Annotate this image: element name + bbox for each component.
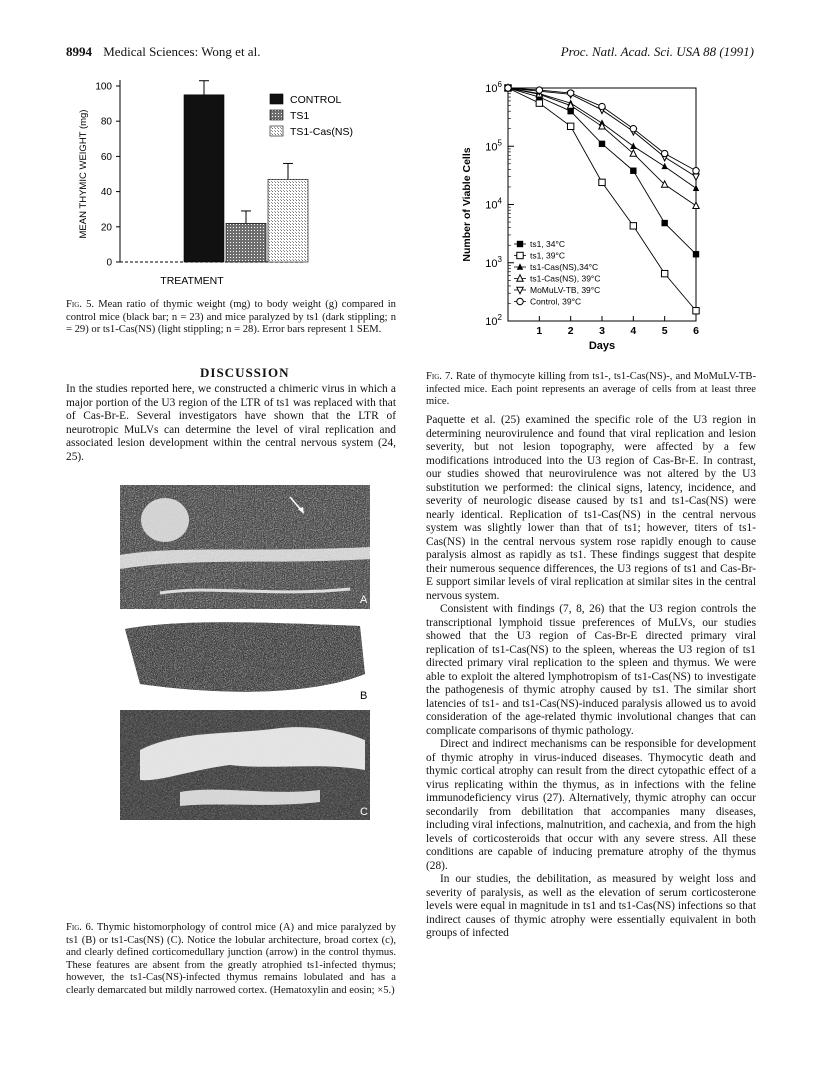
fig7-data-point — [599, 103, 605, 109]
fig5-y-tick-label: 40 — [100, 187, 112, 199]
fig7-legend-label: Control, 39°C — [530, 296, 582, 307]
fig7-data-point — [693, 185, 699, 191]
micrograph-panel-b — [120, 614, 370, 704]
fig5-legend-label: TS1-Cas(NS) — [290, 126, 354, 138]
fig7-data-point — [567, 108, 573, 114]
fig7-data-point — [693, 168, 699, 174]
fig7-x-tick-label: 5 — [661, 325, 668, 337]
fig7-data-point — [536, 87, 542, 93]
fig7-data-point — [599, 141, 605, 147]
discussion-body — [66, 383, 396, 464]
fig7-x-tick-label: 2 — [567, 325, 574, 337]
fig7-legend-marker — [517, 287, 523, 293]
fig5-legend-swatch — [270, 94, 283, 104]
fig7-data-point — [661, 220, 667, 226]
fig5-y-tick-label: 20 — [100, 222, 112, 234]
fig7-data-point — [599, 179, 605, 185]
micrograph-panel-a — [120, 485, 370, 609]
running-title-right: Proc. Natl. Acad. Sci. USA 88 (1991) — [560, 44, 754, 59]
fig7-legend-label: ts1, 39°C — [530, 250, 566, 261]
fig7-x-tick-label: 3 — [599, 325, 605, 337]
fig6-caption-text: Thymic histomorphology of control mice (A) and mice paralyzed by ts1 (B) or ts1-Cas(NS) (C). Notice the lobular architecture, broad cortex (c), and clearly defined corticomedullary junction (arrow) in the control thymus. These features are absent from the greatly atrophied ts1-infected thymus; however, the ts1-Cas(NS)-infected thymus remains lobulated and has a clearly demarcated but mildly narrowed cortex. (Hematoxylin and eosin; ×5.) — [66, 922, 396, 996]
fig7-x-tick-label: 4 — [630, 325, 637, 337]
fig7-caption-text: Rate of thymocyte killing from ts1-, ts1-Cas(NS)-, and MoMuLV-TB-infected mice. Each point represents an average of cells from at least three mice. — [426, 371, 756, 408]
fig7-data-point — [567, 123, 573, 129]
fig7-data-point — [661, 163, 667, 169]
panel-label-a: A — [360, 594, 368, 606]
fig5-y-tick-label: 60 — [100, 151, 112, 163]
fig5-y-tick-label: 80 — [100, 116, 112, 128]
fig7-data-point — [630, 150, 636, 156]
fig5-caption — [66, 299, 396, 337]
fig7-caption — [426, 371, 756, 409]
fig7-data-point — [630, 223, 636, 229]
fig7-y-tick-label: $10^6$ — [485, 80, 502, 95]
fig7-legend-marker — [517, 252, 523, 258]
fig7-data-point — [630, 168, 636, 174]
fig7-data-point — [693, 174, 699, 180]
discussion-paragraph: In the studies reported here, we constructed a chimeric virus in which a major portion of the U3 region of the LTR of ts1 was replaced with that of Cas-Br-E. Several investigators have shown that the LTR of neurotropic MuLVs can determine the level of viral replication and associated lesion development within the central nervous system (24, 25). — [66, 383, 396, 463]
fig7-x-tick-label: 1 — [536, 325, 543, 337]
fig7-data-point — [661, 150, 667, 156]
fig7-line-chart — [456, 74, 726, 364]
fig7-data-point — [661, 270, 667, 276]
fig7-legend-marker — [517, 241, 523, 247]
fig7-series — [505, 85, 699, 180]
page-number: 8994 — [66, 44, 92, 59]
fig5-bar-chart — [74, 74, 374, 289]
fig7-x-axis-label: Days — [588, 340, 616, 352]
fig5-caption-label: Fig. 5. — [66, 299, 95, 310]
body-paragraph: In our studies, the debilitation, as measured by weight loss and severity of paralysis, as well as the elevation of serum corticosterone levels were equal in magnitude in ts1 and ts1-Cas(NS) infections so that indirect causes of thymic atrophy were essentially equivalent in both groups of infected — [426, 873, 756, 939]
fig5-bar-CONTROL — [184, 95, 224, 262]
fig5-caption-text: Mean ratio of thymic weight (mg) to body weight (g) compared in control mice (black bar; n = 23) and mice paralyzed by ts1 (dark stippling; n = 29) or ts1-Cas(NS) (light stippling; n = 28). Error bars represent 1 SEM. — [66, 299, 396, 336]
micrograph-panel-c — [120, 710, 370, 820]
fig5-y-axis-label: MEAN THYMIC WEIGHT (mg) — [78, 109, 89, 239]
body-paragraph: Consistent with findings (7, 8, 26) that the U3 region controls the transcriptional lymphoid tissue preferences of MuLVs, our studies showed that the U3 region of Cas-Br-E directed primary viral replication of ts1-Cas(NS) to the spleen, whereas the U3 region of ts1 directed primary viral replication to the spleen and thymus. We were able to exploit the altered lymphotropism of ts1-Cas(NS) to investigate the pathogenesis of thymic atrophy caused by ts1. The similar short latencies of ts1- and ts1-Cas(NS)-induced paralysis allowed us to avoid consideration of the age-related thymic involutional changes that can complicate comparisons of thymic pathology. — [426, 603, 756, 737]
body-paragraph: Direct and indirect mechanisms can be responsible for development of thymic atrophy in virus-induced diseases. Thymocytic death and thymic cortical atrophy can result from the direct cytopathic effect of a virus replicating within the thymus, as in infections with the feline immunodeficiency virus (27). Alternatively, thymic atrophy can occur secondarily from debilitation that accompanies many diseases, including viral infections, malnutrition, and cachexia, and from the high levels of corticosteroids that occur with any severe stress. All these conditions are capable of inducing premature atrophy of the thymus (28). — [426, 738, 756, 872]
fig7-y-tick-label: $10^2$ — [485, 313, 502, 328]
fig7-data-point — [630, 143, 636, 149]
fig5-y-tick-label: 0 — [106, 257, 112, 269]
fig7-data-point — [693, 251, 699, 257]
fig7-y-tick-label: $10^3$ — [485, 254, 502, 270]
fig5-legend-swatch — [270, 126, 283, 136]
fig6-caption — [66, 922, 396, 998]
discussion-title: DISCUSSION — [200, 365, 290, 380]
fig7-data-point — [536, 100, 542, 106]
fig7-y-tick-label: $10^5$ — [485, 138, 502, 154]
fig7-data-point — [567, 90, 573, 96]
fig5-x-axis-label: TREATMENT — [160, 275, 224, 287]
fig5-bar-TS1-Cas(NS) — [268, 179, 308, 262]
fig6-caption-label: Fig. 6. — [66, 922, 94, 933]
fig7-legend-marker — [517, 298, 523, 304]
panel-label-b: B — [360, 690, 368, 702]
running-title-left: Medical Sciences: Wong et al. — [103, 44, 261, 59]
fig5-legend-label: TS1 — [290, 110, 310, 122]
fig7-legend-label: ts1-Cas(NS),34°C — [530, 262, 599, 272]
fig7-legend-marker — [517, 275, 523, 281]
fig5-y-tick-label: 100 — [95, 81, 112, 93]
fig7-legend-marker — [517, 263, 523, 269]
fig7-legend-label: ts1, 34°C — [530, 239, 566, 249]
fig7-caption-label: Fig. 7. — [426, 371, 453, 382]
body-paragraph: Paquette et al. (25) examined the specific role of the U3 region in determining neurovirulence and found that viral replication and lesion severity, but not lesion topography, were affected by a few modifications introduced into the U3 region of Cas-Br-E. In contrast, our studies showed that neurovirulence was not altered by the U3 substitution we performed: the clinical signs, latency, incidence, and severity of neurologic disease caused by ts1 and ts1-Cas(NS) were nearly identical. Replication of ts1-Cas(NS) in the central nervous system was slightly lower than that of ts1; however, titers of ts1-Cas(NS) in the central nervous system rose rapidly enough to cause paralysis almost as rapidly as ts1. These findings suggest that despite their numerous sequence differences, the U3 regions of ts1 and Cas-Br-E support similar levels of viral replication at similar sites in the central nervous system. — [426, 414, 756, 602]
fig5-bar-TS1 — [226, 223, 266, 262]
fig7-data-point — [505, 85, 511, 91]
fig7-data-point — [693, 202, 699, 208]
fig7-legend-label: MoMuLV-TB, 39°C — [530, 285, 601, 295]
fig7-x-tick-label: 6 — [693, 325, 699, 337]
fig7-data-point — [630, 126, 636, 132]
fig7-y-tick-label: $10^4$ — [485, 196, 502, 212]
running-header-left — [66, 44, 260, 60]
fig7-data-point — [599, 123, 605, 129]
right-column-body — [426, 414, 756, 941]
fig7-y-axis-label: Number of Viable Cells — [461, 147, 473, 262]
fig7-data-point — [693, 308, 699, 314]
fig5-legend-label: CONTROL — [290, 94, 342, 106]
fig5-legend-swatch — [270, 110, 283, 120]
panel-label-c: C — [360, 806, 368, 818]
fig7-legend-label: ts1-Cas(NS), 39°C — [530, 273, 601, 284]
